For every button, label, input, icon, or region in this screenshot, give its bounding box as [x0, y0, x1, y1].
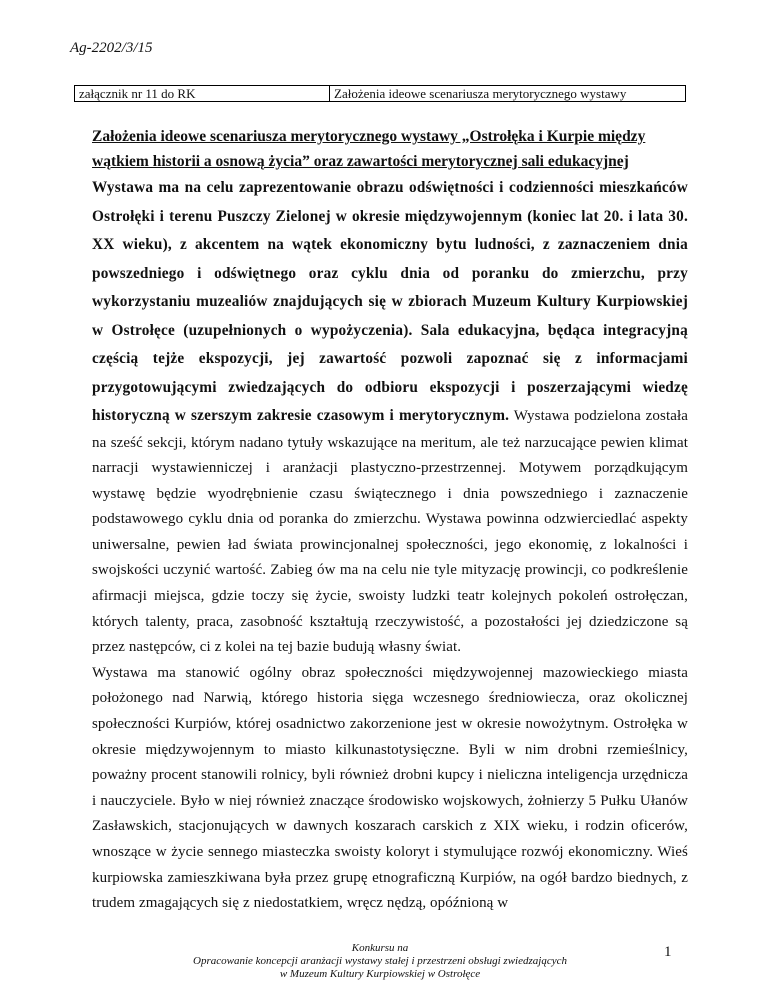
- header-subject-cell: Założenia ideowe scenariusza merytorycznego wystawy: [330, 86, 686, 102]
- page-number: 1: [664, 944, 672, 960]
- footer-line-3: w Muzeum Kultury Kurpiowskiej w Ostrołęce: [279, 968, 481, 980]
- paragraph-1: [92, 174, 688, 661]
- document-title: Założenia ideowe scenariusza merytorycznego wystawy „Ostrołęka i Kurpie między wątkiem historii a osnową życia” oraz zawartości merytorycznej sali edukacyjnej: [92, 128, 646, 170]
- paragraph-2: Wystawa ma stanowić ogólny obraz społeczności międzywojennej mazowieckiego miasta położonego nad Narwią, którego historia sięga wczesnego średniowiecza, oraz okolicznej społeczności Kurpiów, której osadnictwo zakorzenione jest w okresie nowożytnym. Ostrołęka w okresie międzywojennym to miasto kilkunastotysięczne. Byli w nim drobni rzemieślnicy, poważny procent stanowili rolnicy, byli również drobni kupcy i nieliczna inteligencja urzędnicza i nauczyciele. Było w niej również znaczące środowisko wojskowych, żołnierzy 5 Pułku Ułanów Zasławskich, stacjonujących w dawnych koszarach carskich z XIX wieku, i rodzin oficerów, wnoszące w życie sennego miasteczka swoisty koloryt i stymulujące rozwój ekonomiczny. Wieś kurpiowska zamieszkiwana była przez grupę etnograficzną Kurpiów, na ogół bardzo biednych, z trudem zmagających się z niedostatkiem, wręcz nędzą, opóźnioną w: [92, 664, 688, 912]
- paragraph-1-continuation: Wystawa podzielona została na sześć sekcji, którym nadano tytuły wskazujące na meritum, ale też narzucające pewien klimat narracji wystawienniczej i aranżacji plastyczno-przestrzennej. Motywem porządkującym wystawę będzie wyodrębnienie czasu świątecznego i dnia powszedniego i zaznaczenie podstawowego cyklu dnia od poranka do zmierzchu. Wystawa powinna odzwierciedlać aspekty uniwersalne, pewien ład świata prowincjonalnej społeczności, jego ekonomię, z lokalności i swojskości uczynić wartość. Zabieg ów ma na celu nie tyle mityzację prowincji, co podkreślenie afirmacji miejsca, gdzie toczy się życie, swoisty ludzki teatr kolejnych pokoleń ostrołęczan, których talenty, praca, zasobność kształtują rzeczywistość, a pozostałości jej dziedziczone są przez następców, ci z kolei na tej bazie budują własny świat.: [92, 408, 689, 656]
- footer-line-2: Opracowanie koncepcji aranżacji wystawy stałej i przestrzeni obsługi zwiedzających: [193, 955, 567, 967]
- header-row: [75, 86, 686, 102]
- footer-line-1: Konkursu na: [351, 942, 409, 954]
- document-body: [92, 174, 688, 917]
- lead-text-bold: Wystawa ma na celu zaprezentowanie obrazu odświętności i codzienności mieszkańców Ostrołęki i terenu Puszczy Zielonej w okresie międzywojennym (koniec lat 20. i lata 30. XX wieku), z akcentem na wątek ekonomiczny bytu ludności, z zaznaczeniem dnia powszedniego i odświętnego oraz cyklu dnia od poranku do zmierzchu, przy wykorzystaniu muzealiów znajdujących się w zbiorach Muzeum Kultury Kurpiowskiej w Ostrołęce (uzupełnionych o wypożyczenia). Sala edukacyjna, będąca integracyjną częścią tejże ekspozycji, jej zawartość pozwoli zapoznać się z informacjami przygotowującymi zwiedzających do odbioru ekspozycji i poszerzającymi wiedzę historyczną w szerszym zakresie czasowym i merytorycznym.: [92, 179, 688, 424]
- header-table: [74, 85, 686, 102]
- document-reference-number: Ag-2202/3/15: [70, 40, 153, 56]
- header-attachment-cell: załącznik nr 11 do RK: [75, 86, 330, 102]
- page-footer: [140, 942, 620, 981]
